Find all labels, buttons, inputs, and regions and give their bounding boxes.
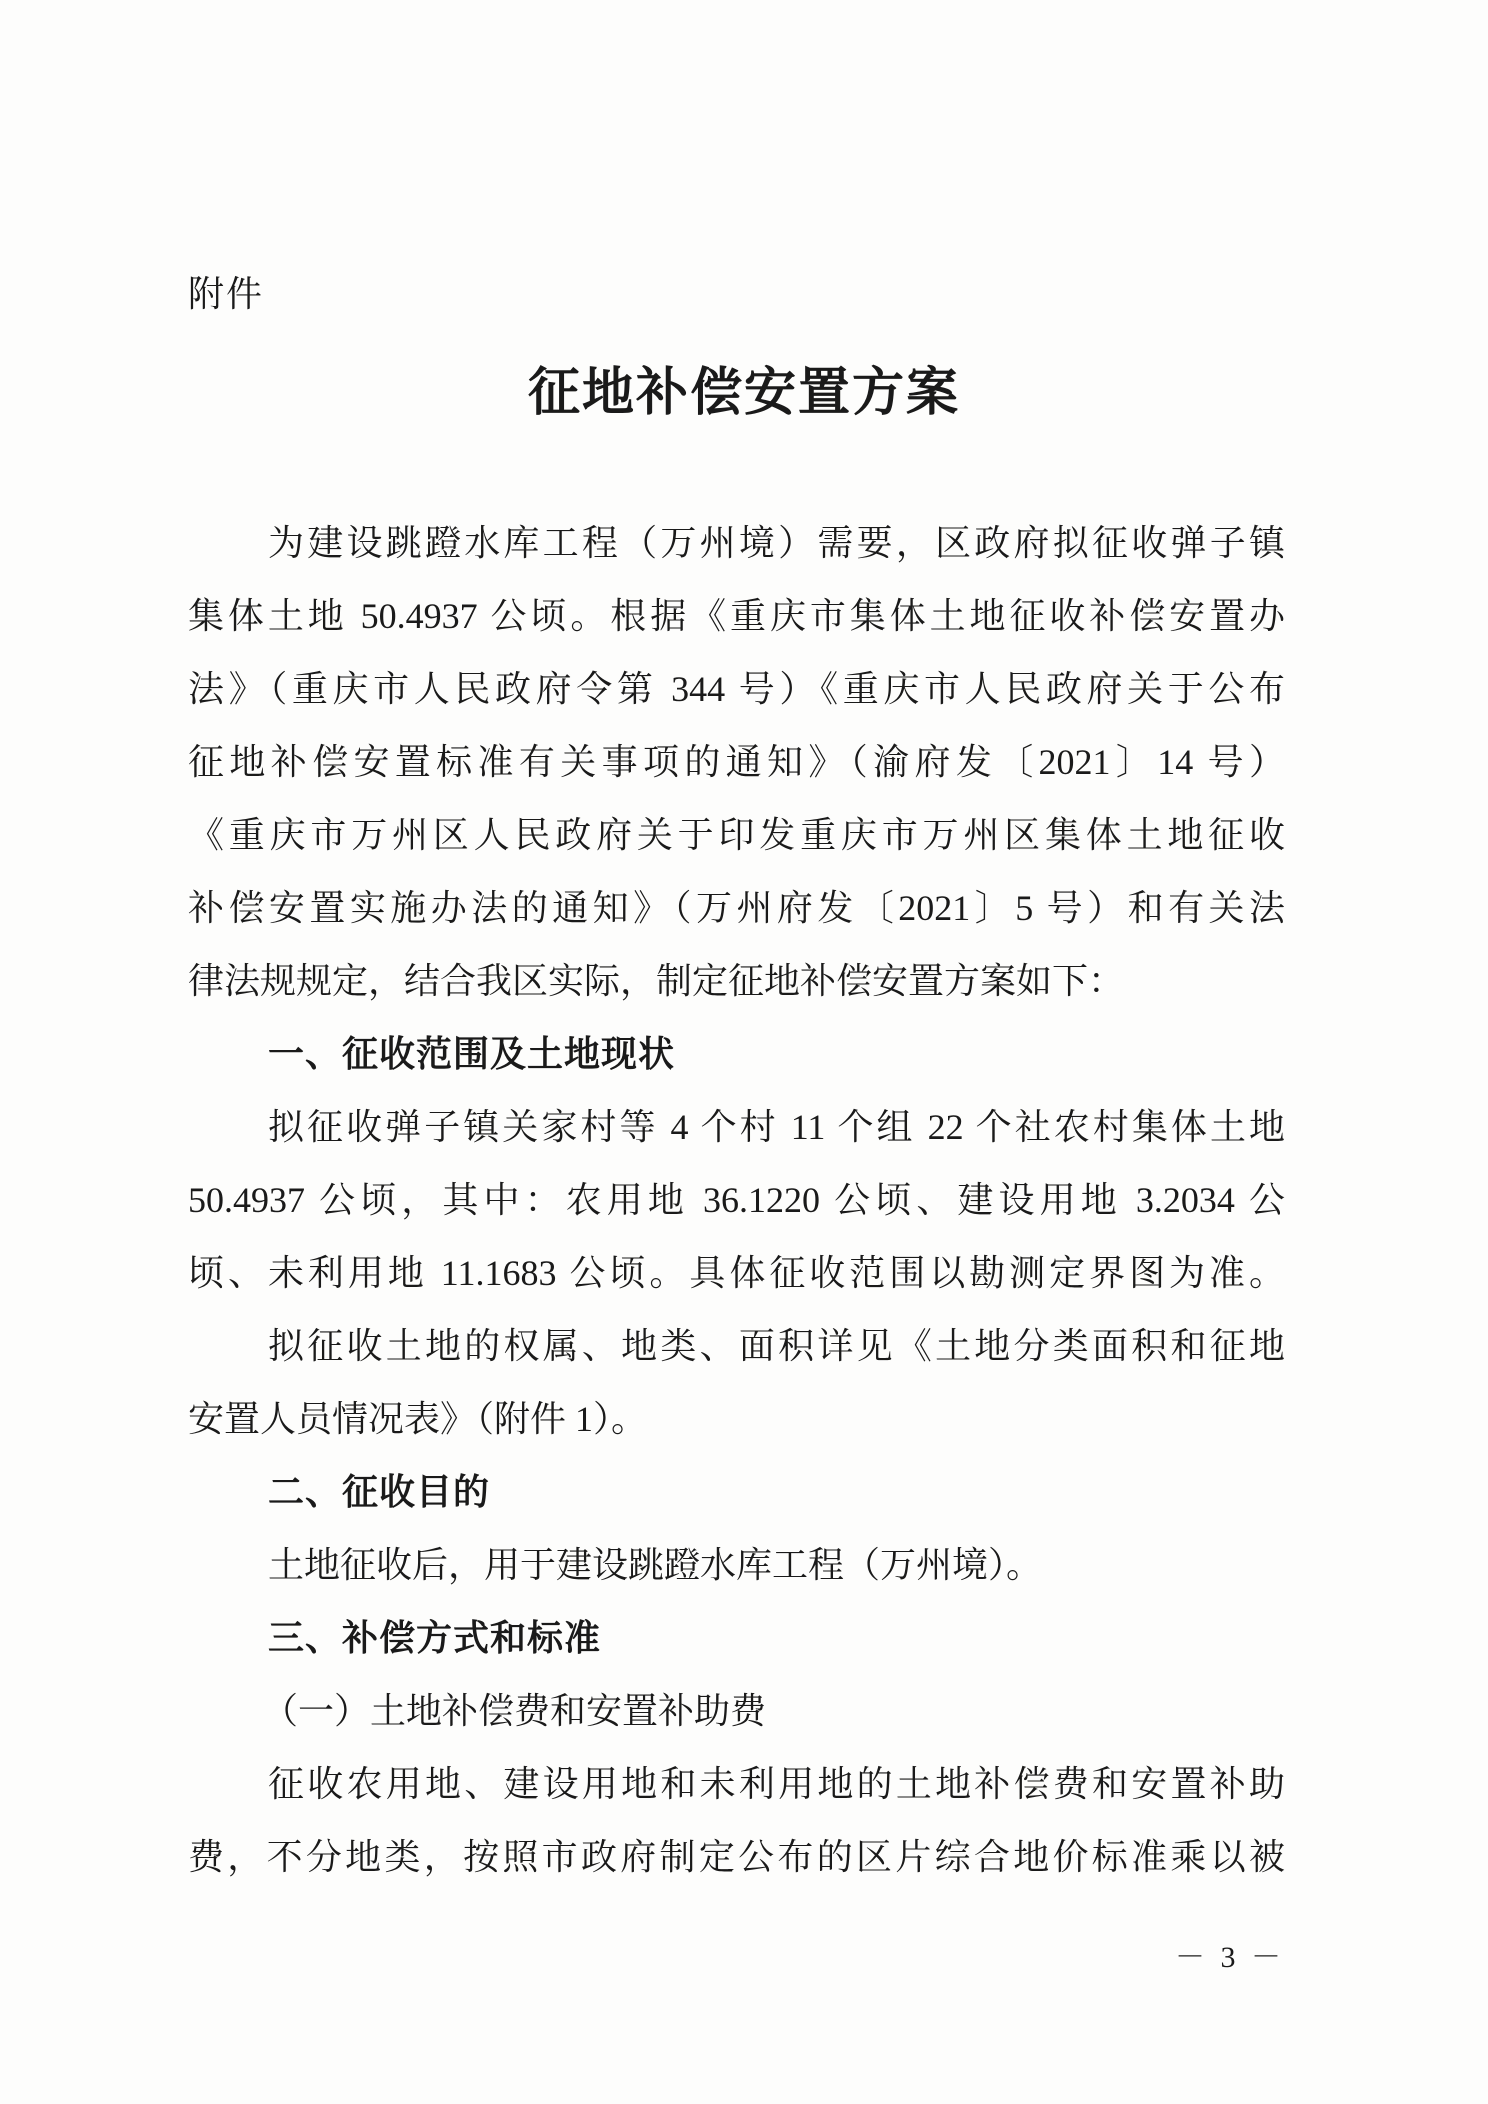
text-line: 费，不分地类，按照市政府制定公布的区片综合地价标准乘以被 [188, 1837, 1285, 1877]
document-title: 征地补偿安置方案 [527, 362, 960, 423]
document-body [188, 507, 1285, 1894]
subsection-heading: （一）土地补偿费和安置补助费 [262, 1691, 767, 1731]
text-line: 补偿安置实施办法的通知》（万州府发〔2021〕5 号）和有关法 [188, 888, 1285, 928]
page-number: － 3 － [1175, 1941, 1285, 1974]
text-line: 50.4937 公顷，其中：农用地 36.1220 公顷、建设用地 3.2034 公 [188, 1180, 1285, 1220]
text-line: 律法规规定，结合我区实际，制定征地补偿安置方案如下： [188, 961, 1125, 1001]
section-heading: 三、补偿方式和标准 [268, 1618, 602, 1659]
text-line: 征收农用地、建设用地和未利用地的土地补偿费和安置补助 [268, 1764, 1285, 1804]
section-1-paragraph-2 [188, 1310, 1285, 1456]
section-1-paragraph-1 [188, 1091, 1285, 1310]
section-3 [188, 1602, 1285, 1894]
section-2 [188, 1456, 1285, 1602]
text-line: 顷、未利用地 11.1683 公顷。具体征收范围以勘测定界图为准。 [188, 1253, 1285, 1293]
text-line: 征地补偿安置标准有关事项的通知》（渝府发〔2021〕14 号） [188, 742, 1285, 782]
text-line: 安置人员情况表》（附件 1）。 [188, 1399, 648, 1439]
text-line: 拟征收土地的权属、地类、面积详见《土地分类面积和征地 [268, 1326, 1285, 1366]
attachment-label: 附件 [188, 274, 265, 315]
section-heading: 二、征收目的 [268, 1472, 491, 1513]
section-heading: 一、征收范围及土地现状 [268, 1034, 676, 1075]
text-line: 《重庆市万州区人民政府关于印发重庆市万州区集体土地征收 [188, 815, 1285, 855]
section-1 [188, 1018, 1285, 1456]
intro-paragraph [188, 507, 1285, 1018]
text-line: 拟征收弹子镇关家村等 4 个村 11 个组 22 个社农村集体土地 [268, 1107, 1285, 1147]
text-line: 集体土地 50.4937 公顷。根据《重庆市集体土地征收补偿安置办 [188, 596, 1285, 636]
text-line: 法》（重庆市人民政府令第 344 号）《重庆市人民政府关于公布 [188, 669, 1285, 709]
text-line: 土地征收后，用于建设跳蹬水库工程（万州境）。 [268, 1545, 1043, 1585]
text-line: 为建设跳蹬水库工程（万州境）需要，区政府拟征收弹子镇 [268, 523, 1285, 563]
